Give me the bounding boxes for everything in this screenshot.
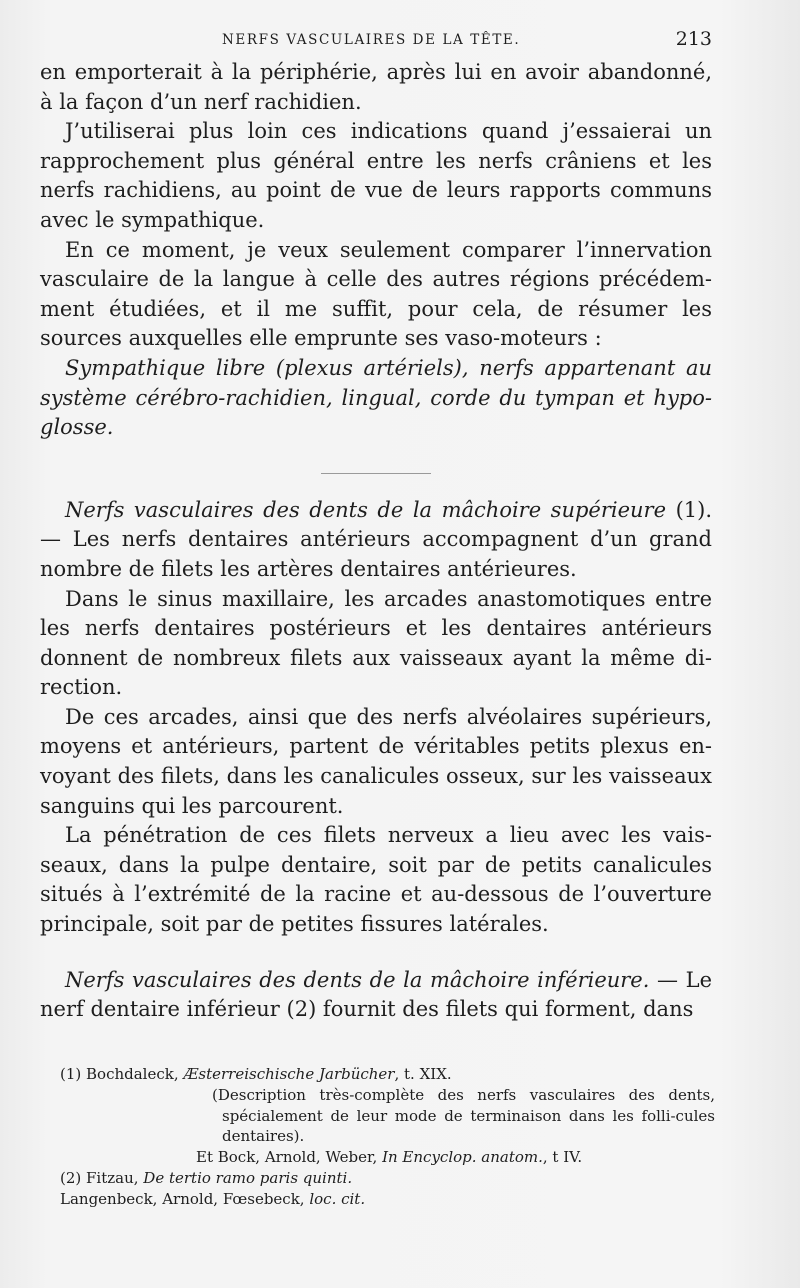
- page-number: 213: [675, 28, 712, 50]
- em-dash: —: [40, 527, 73, 552]
- running-title: NERFS VASCULAIRES DE LA TÊTE.: [222, 32, 521, 48]
- footnote-1: [60, 1064, 715, 1085]
- paragraph: Dans le sinus maxillaire, les arcades anastomotiques entre les nerfs dentaires postérieurs et les dentaires antérieurs donnent de nombreux filets aux vaisseaux ayant la même di-rection.: [40, 586, 712, 700]
- section-divider: [321, 473, 431, 474]
- footnote-2-more-authors: Langenbeck, Arnold, Fœsebeck,: [60, 1189, 310, 1208]
- paragraph-text: Le nerf dentaire inférieur (2) fournit des filets qui forment, dans: [40, 967, 712, 1022]
- paragraph: en emporterait à la périphérie, après lui en avoir abandonné, à la façon d’un nerf rachidien.: [40, 60, 712, 114]
- body-text: [40, 58, 712, 1025]
- spacer: [40, 940, 712, 966]
- footnote-2-title: De tertio ramo paris quinti.: [143, 1168, 353, 1187]
- footnote-1-description: [60, 1085, 715, 1147]
- page-header: [40, 30, 712, 56]
- footnote-1-more-authors: Et Bock, Arnold, Weber,: [196, 1148, 383, 1167]
- footnotes: [60, 1064, 715, 1210]
- section-heading-upper: Nerfs vasculaires des dents de la mâchoire supérieure: [65, 497, 667, 522]
- footnote-2-more: [60, 1189, 715, 1210]
- footnote-2-more-loc: loc. cit.: [309, 1189, 366, 1208]
- footnote-2-label: (2) Fitzau,: [60, 1168, 144, 1187]
- footnote-1-more-title: In Encyclop. anatom.: [382, 1148, 543, 1167]
- paragraph: De ces arcades, ainsi que des nerfs alvéolaires supérieurs, moyens et antérieurs, partent de véritables petits plexus en-voyant des filets, dans les canalicules osseux, sur les vaisseaux sanguins qui les parcourent.: [40, 704, 712, 818]
- section-heading-lower: Nerfs vasculaires des dents de la mâchoire inférieure.: [65, 967, 650, 992]
- paragraph: J’utiliserai plus loin ces indications quand j’essaierai un rapprochement plus général entre les nerfs crâniens et les nerfs rachidiens, au point de vue de leurs rapports communs avec le sympathique.: [40, 119, 712, 232]
- paragraph: La pénétration de ces filets nerveux a lieu avec les vais-seaux, dans la pulpe dentaire, soit par de petits canalicules situés à l’extrémité de la racine et au-dessous de l’ouverture principale, soit par de petites fissures latérales.: [40, 823, 712, 937]
- footnote-1-label: (1) Bochdaleck,: [60, 1065, 184, 1083]
- paragraph-section-lower: [40, 966, 712, 1025]
- footnote-1-more: [60, 1147, 715, 1168]
- paragraph-summary: Sympathique libre (plexus artériels), nerfs appartenant au système cérébro-rachidien, lingual, corde du tympan et hypo-glosse.: [40, 355, 712, 440]
- em-dash: —: [649, 967, 686, 992]
- footnote-2: [60, 1168, 715, 1189]
- paragraph-text: Les nerfs dentaires antérieurs accompagnent d’un grand nombre de filets les artères dentaires antérieures.: [40, 527, 712, 581]
- paragraph: En ce moment, je veux seulement comparer l’innervation vasculaire de la langue à celle des autres régions précédem-ment étudiées, et il me suffit, pour cela, de résumer les sources auxquelles elle emprunte ses vaso-moteurs :: [40, 237, 712, 351]
- footnote-1-journal: Æsterreischische Jarbücher: [183, 1065, 395, 1083]
- footnote-1-description-text: (Description très-complète des nerfs vasculaires des dents, spécialement de leur mode de terminaison dans les folli-cules dentaires).: [212, 1085, 715, 1146]
- footnote-1-volume: , t. XIX.: [394, 1065, 452, 1083]
- paragraph-section-upper: [40, 496, 712, 585]
- footnote-ref-1: (1).: [675, 497, 712, 522]
- footnote-1-more-volume: , t IV.: [542, 1148, 583, 1167]
